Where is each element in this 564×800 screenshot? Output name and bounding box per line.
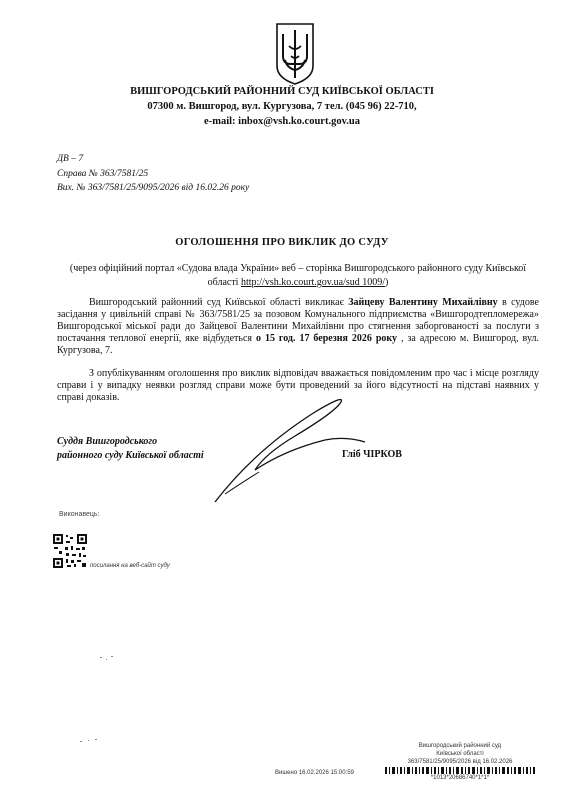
para1-text-1: Вишгородський районний суд Київської області викликає (89, 297, 349, 308)
qr-caption: посилання на веб-сайт суду (90, 563, 170, 569)
outgoing-number: Вих. № 363/7581/25/9095/2026 від 16.02.26 року (57, 183, 250, 193)
stamp-number: 363/7581/25/9095/2026 від 16.02.2026 (407, 759, 513, 765)
judge-name: Гліб ЧІРКОВ (342, 449, 402, 460)
qr-code-icon[interactable] (52, 533, 88, 569)
summons-paragraph (57, 297, 539, 357)
defendant-name: Зайцеву Валентину Михайлівну (348, 297, 498, 308)
judge-title-line1: Суддя Вишгородського (57, 436, 158, 447)
case-number: Справа № 363/7581/25 (57, 169, 149, 179)
court-address: 07300 м. Вишгород, вул. Кургузова, 7 тел. (045 96) 22-710, (147, 101, 417, 112)
judge-title (57, 435, 204, 463)
executor-label: Виконавець: (59, 511, 100, 518)
court-email: e-mail: inbox@vsh.ko.court.gov.ua (204, 116, 360, 127)
portal-note-text: (через офіційний портал «Судова влада України» веб – сторінка Вишгородського районного суду Київської області (69, 263, 527, 288)
stamp-court: Вишгородський районний суд (418, 743, 502, 749)
scan-speck (88, 740, 89, 741)
print-timestamp: Вишено 16.02.2026 15:00:59 (275, 770, 354, 776)
portal-link[interactable]: http://vsh.ko.court.gov.ua/sud 1009/ (240, 277, 386, 288)
judge-title-line2: районного суду Київської області (57, 450, 204, 461)
scan-speck (80, 741, 82, 742)
scan-speck (95, 739, 97, 740)
para1-text-2: в судове засідання у цивільній справі № 363/7581/25 за позовом Комунального підприємства «Вишгородтепломережа» Вишгородської міської ради до Зайцевої Валентини Михайлівни про стягнення заборгованості за послуги з постачання теплової енергії, яке відбудеться (57, 297, 539, 344)
scan-speck (100, 657, 102, 658)
stamp-region: Київської області (436, 751, 484, 757)
para1-text-3: , за адресою м. Вишгород, вул. Кургузова, 7. (57, 333, 539, 356)
barcode-icon (385, 767, 535, 774)
hearing-datetime: о 15 год. 17 березня 2026 року (255, 333, 398, 344)
doc-category: ДВ – 7 (57, 154, 84, 164)
stamp-barcode-text: *1013*20686740*1*1* (430, 775, 490, 781)
portal-note (60, 262, 536, 290)
document-title: ОГОЛОШЕННЯ ПРО ВИКЛИК ДО СУДУ (175, 237, 389, 248)
scan-speck (106, 659, 107, 660)
portal-note-close: ) (385, 277, 389, 288)
registration-stamp (375, 742, 545, 782)
notice-paragraph: З опублікуванням оголошення про виклик відповідач вважається повідомленим про час і місце розгляду справи і у випадку неявки розгляд справи може бути проведений за його відсутності на підставі наявних у справі доказів. (57, 368, 539, 403)
trident-emblem-icon (275, 22, 315, 86)
court-name: ВИШГОРОДСЬКИЙ РАЙОННИЙ СУД КИЇВСЬКОЇ ОБЛАСТІ (130, 86, 434, 97)
scan-speck (111, 656, 113, 657)
